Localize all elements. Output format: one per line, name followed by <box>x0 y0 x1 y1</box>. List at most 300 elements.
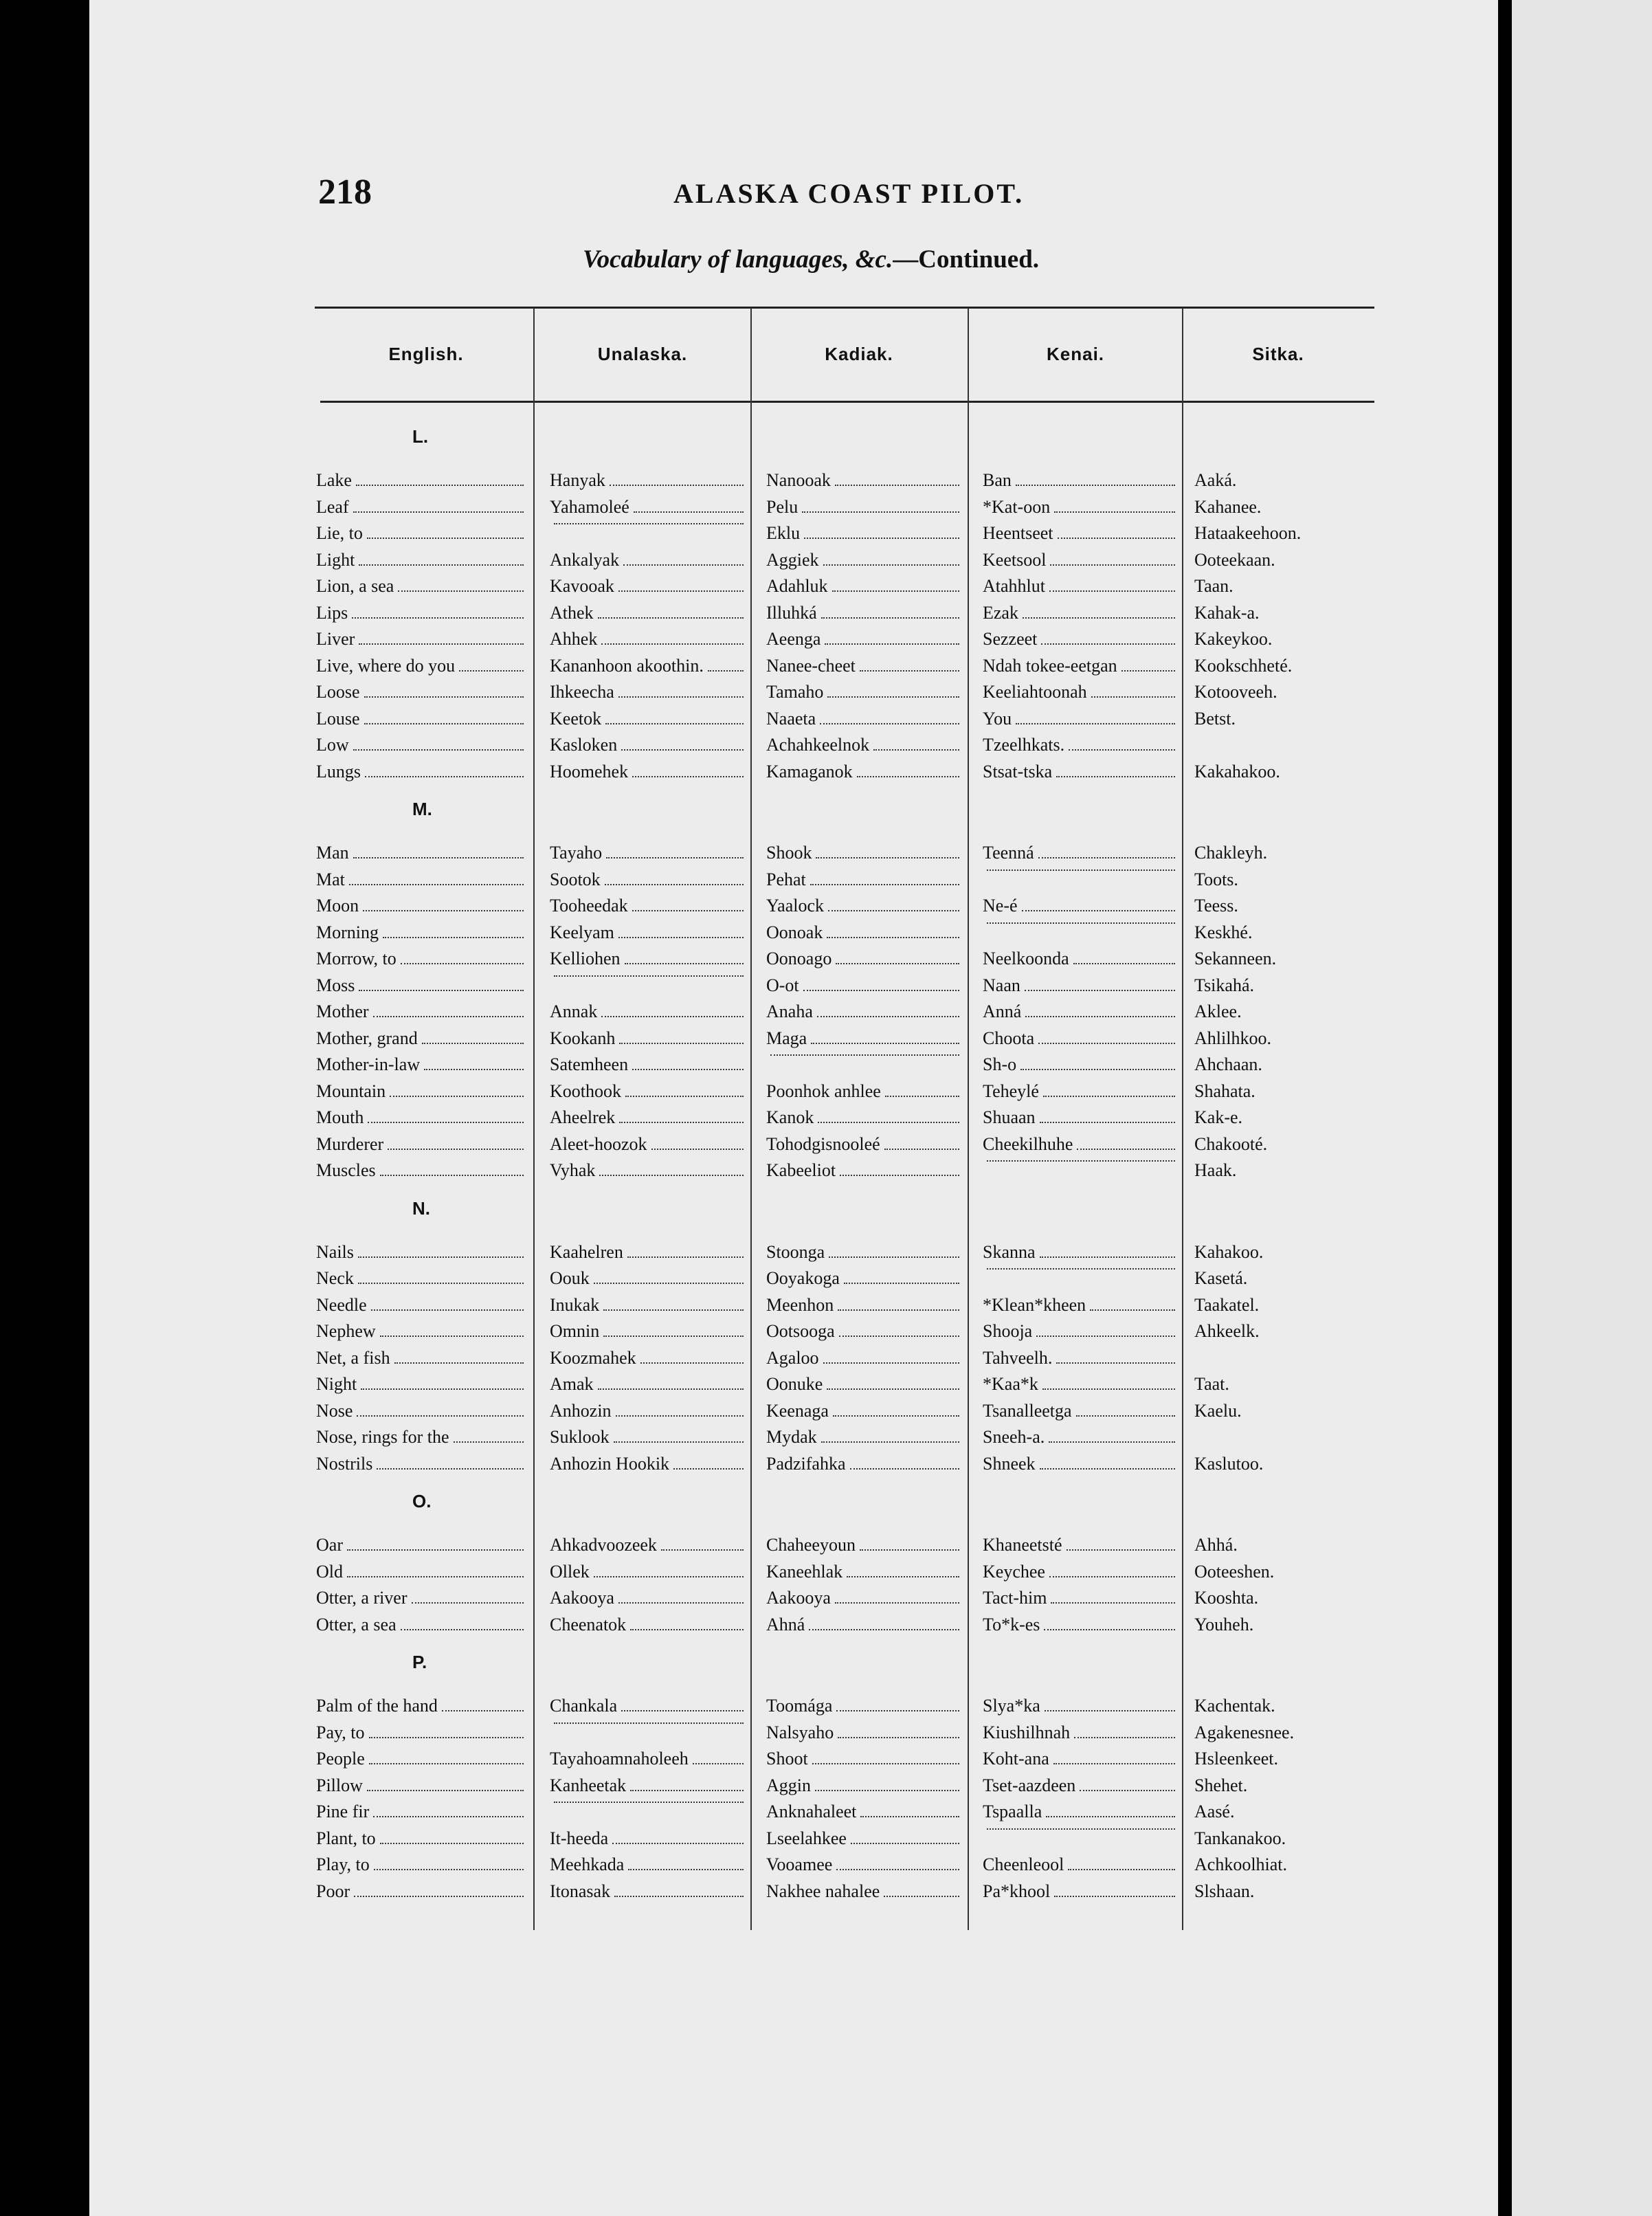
cell-text: Chakleyh. <box>1194 843 1268 863</box>
table-cell <box>766 1775 962 1796</box>
cell-text: Kaneehlak <box>766 1561 843 1582</box>
dot-leader <box>885 1096 959 1097</box>
dot-leader <box>1040 1256 1175 1258</box>
table-cell <box>316 1107 526 1128</box>
cell-text: Taakatel. <box>1194 1294 1260 1315</box>
table-cell <box>1194 1054 1373 1075</box>
cell-text: Anaha <box>766 1001 813 1021</box>
dot-leader <box>380 1336 524 1337</box>
table-cell <box>316 709 526 729</box>
dot-leader <box>554 975 744 977</box>
cell-text: Ne-é <box>983 896 1018 916</box>
cell-text: Nalsyaho <box>766 1722 834 1742</box>
table-cell <box>766 1722 962 1743</box>
dot-leader <box>601 1016 744 1017</box>
table-cell <box>983 975 1178 996</box>
table-cell <box>550 1054 746 1075</box>
cell-text: Ahná <box>766 1614 805 1635</box>
cell-text: Teess. <box>1194 896 1238 916</box>
cell-text: Sootok <box>550 869 601 889</box>
dot-leader <box>1044 1629 1175 1630</box>
table-row <box>0 1749 1652 1775</box>
table-cell <box>1194 1722 1373 1743</box>
table-cell <box>766 629 962 650</box>
table-row <box>0 1722 1652 1749</box>
cell-text: Maga <box>766 1028 807 1048</box>
dot-leader <box>347 1549 524 1551</box>
cell-text: Sezzeet <box>983 629 1038 649</box>
table-cell <box>550 1615 746 1635</box>
table-row <box>0 1160 1652 1186</box>
table-cell <box>766 1348 962 1369</box>
table-cell <box>766 709 962 729</box>
dot-leader <box>619 1043 744 1044</box>
table-row <box>0 1881 1652 1907</box>
cell-text: Ahhá. <box>1194 1535 1238 1555</box>
table-cell <box>983 843 1178 863</box>
table-cell <box>766 682 962 702</box>
cell-text: Lips <box>316 602 348 623</box>
cell-text: Kakahakoo. <box>1194 761 1280 782</box>
cell-text: Ahhek <box>550 629 598 649</box>
dot-leader <box>1073 963 1175 964</box>
cell-text: Yahamoleé <box>550 496 629 517</box>
cell-text: Shneek <box>983 1453 1036 1474</box>
table-cell <box>550 550 746 570</box>
dot-leader <box>835 1602 959 1604</box>
dot-leader <box>1051 1602 1175 1604</box>
dot-leader <box>832 590 959 592</box>
cell-text: Leaf <box>316 496 349 517</box>
dot-leader <box>1053 1763 1175 1764</box>
table-cell <box>983 1028 1178 1049</box>
table-cell <box>316 1802 526 1822</box>
dot-leader <box>860 1549 959 1551</box>
dot-leader <box>442 1710 524 1711</box>
table-row <box>0 843 1652 869</box>
table-cell <box>550 1160 746 1181</box>
table-row <box>0 1615 1652 1641</box>
cell-text: Shooja <box>983 1321 1033 1341</box>
dot-leader <box>987 1828 1175 1830</box>
cell-text: Ahkadvoozeek <box>550 1535 657 1555</box>
table-cell <box>1194 1295 1373 1316</box>
dot-leader <box>380 1843 524 1844</box>
table-cell <box>983 1588 1178 1608</box>
table-cell <box>983 470 1178 491</box>
dot-leader <box>424 1069 524 1070</box>
cell-text: Poor <box>316 1881 350 1901</box>
dot-leader <box>821 617 959 619</box>
dot-leader <box>367 538 524 539</box>
table-top-rule <box>315 307 1374 309</box>
table-cell <box>550 656 746 676</box>
dot-leader <box>628 1869 744 1870</box>
dot-leader <box>353 511 524 513</box>
dot-leader <box>619 1122 744 1123</box>
table-row <box>0 1028 1652 1054</box>
table-cell <box>766 1854 962 1875</box>
cell-text: Nostrils <box>316 1453 373 1474</box>
cell-text: Lie, to <box>316 523 363 543</box>
dot-leader <box>673 1468 744 1470</box>
cell-text: Toomága <box>766 1696 833 1716</box>
dot-leader <box>828 910 959 911</box>
cell-text: Nephew <box>316 1321 376 1341</box>
dot-leader <box>377 1468 524 1470</box>
cell-text: Naan <box>983 975 1020 995</box>
table-cell <box>983 1107 1178 1128</box>
cell-text: Slshaan. <box>1194 1881 1255 1901</box>
dot-leader <box>363 910 524 911</box>
table-cell <box>316 1401 526 1421</box>
table-cell <box>766 1001 962 1022</box>
table-cell <box>1194 1374 1373 1395</box>
cell-text: Tohodgisnooleé <box>766 1133 880 1154</box>
table-row <box>0 762 1652 788</box>
table-cell <box>316 1775 526 1796</box>
table-cell <box>983 629 1178 650</box>
table-cell <box>550 1427 746 1448</box>
cell-text: Toots. <box>1194 869 1238 889</box>
table-cell <box>316 975 526 996</box>
table-cell <box>550 1028 746 1049</box>
dot-leader <box>605 723 744 724</box>
table-row <box>0 975 1652 1001</box>
table-row <box>0 629 1652 655</box>
dot-leader <box>369 1737 524 1738</box>
cell-text: Ahlilhkoo. <box>1194 1028 1271 1048</box>
table-cell <box>550 1081 746 1102</box>
table-cell <box>316 1722 526 1743</box>
dot-leader <box>594 1576 744 1577</box>
dot-leader <box>1023 617 1175 619</box>
table-cell <box>983 1134 1178 1155</box>
table-row <box>0 470 1652 496</box>
dot-leader <box>623 564 744 566</box>
table-cell <box>1194 762 1373 782</box>
table-cell <box>1194 523 1373 544</box>
table-cell <box>766 1134 962 1155</box>
cell-text: You <box>983 708 1012 729</box>
cell-text: Aaká. <box>1194 470 1237 490</box>
table-cell <box>550 1562 746 1582</box>
cell-text: Annak <box>550 1001 598 1021</box>
dot-leader <box>850 1468 959 1470</box>
dot-leader <box>367 1790 524 1791</box>
dot-leader <box>365 776 524 777</box>
cell-text: Agakenesnee. <box>1194 1722 1295 1742</box>
dot-leader <box>816 857 959 858</box>
table-cell <box>550 1696 746 1716</box>
cell-text: Vooamee <box>766 1854 833 1874</box>
table-cell <box>1194 1535 1373 1555</box>
cell-text: Ooteeshen. <box>1194 1561 1275 1582</box>
dot-leader <box>1038 1043 1175 1044</box>
dot-leader <box>388 1149 524 1150</box>
dot-leader <box>359 643 524 645</box>
table-row <box>0 1295 1652 1321</box>
table-cell <box>316 1242 526 1263</box>
cell-text: Adahluk <box>766 576 828 596</box>
table-row <box>0 1588 1652 1614</box>
cell-text: Ooteekaan. <box>1194 549 1275 570</box>
dot-leader <box>598 1388 744 1390</box>
cell-text: Hanyak <box>550 470 605 490</box>
cell-text: Neck <box>316 1268 354 1288</box>
dot-leader <box>851 1843 959 1844</box>
cell-text: Betst. <box>1194 708 1236 729</box>
dot-leader <box>1025 1016 1175 1017</box>
table-cell <box>1194 1001 1373 1022</box>
table-row <box>0 1054 1652 1081</box>
table-cell <box>550 869 746 890</box>
table-cell <box>316 1321 526 1342</box>
table-cell <box>1194 922 1373 943</box>
cell-text: Aggiek <box>766 549 819 570</box>
dot-leader <box>1040 1122 1175 1123</box>
cell-text: Achahkeelnok <box>766 735 870 755</box>
cell-text: Old <box>316 1561 343 1582</box>
cell-text: Ezak <box>983 602 1018 623</box>
table-cell <box>550 1881 746 1902</box>
cell-text: Oonuke <box>766 1374 823 1394</box>
table-cell <box>766 949 962 969</box>
cell-text: Needle <box>316 1294 367 1315</box>
page-number: 218 <box>318 173 372 212</box>
cell-text: Tooheedak <box>550 896 628 916</box>
cell-text: Kachentak. <box>1194 1696 1275 1716</box>
dot-leader <box>884 1149 959 1150</box>
dot-leader <box>823 564 959 566</box>
dot-leader <box>693 1763 744 1764</box>
table-cell <box>316 735 526 755</box>
cell-text: Koothook <box>550 1081 621 1101</box>
cell-text: O-ot <box>766 975 799 995</box>
table-cell <box>550 1348 746 1369</box>
cell-text: Tankanakoo. <box>1194 1828 1286 1848</box>
dot-leader <box>634 511 744 513</box>
dot-leader <box>358 1256 524 1258</box>
table-cell <box>550 896 746 916</box>
table-cell <box>1194 1828 1373 1849</box>
dot-leader <box>1046 1816 1175 1817</box>
table-cell <box>983 1775 1178 1796</box>
column-header: Sitka. <box>1252 344 1304 364</box>
cell-text: Kookschheté. <box>1194 655 1293 676</box>
table-cell <box>766 1242 962 1263</box>
dot-leader <box>987 869 1175 871</box>
cell-text: Pehat <box>766 869 806 889</box>
dot-leader <box>354 1896 524 1897</box>
table-cell <box>983 682 1178 702</box>
table-cell <box>766 843 962 863</box>
cell-text: Shuaan <box>983 1107 1036 1127</box>
dot-leader <box>1091 696 1175 698</box>
cell-text: Loose <box>316 682 360 702</box>
table-cell <box>1194 1242 1373 1263</box>
section-letter: N. <box>412 1197 430 1219</box>
dot-leader <box>614 1896 744 1897</box>
table-row <box>0 1374 1652 1400</box>
cell-text: Oonoago <box>766 949 832 968</box>
dot-leader <box>627 1256 744 1258</box>
dot-leader <box>603 1336 744 1337</box>
table-cell <box>766 1828 962 1849</box>
table-row <box>0 603 1652 629</box>
cell-text: Keeliahtoonah <box>983 682 1087 702</box>
cell-text: Mother <box>316 1001 369 1021</box>
table-cell <box>1194 629 1373 650</box>
dot-leader <box>1049 1441 1175 1443</box>
running-title: ALASKA COAST PILOT. <box>673 178 1025 209</box>
cell-text: Tact-him <box>983 1588 1047 1608</box>
table-cell <box>766 470 962 491</box>
table-cell <box>1194 603 1373 623</box>
table-cell <box>766 1295 962 1316</box>
cell-text: Kanok <box>766 1107 814 1127</box>
dot-leader <box>1045 1710 1175 1711</box>
cell-text: Poonhok anhlee <box>766 1081 881 1101</box>
dot-leader <box>616 1415 744 1417</box>
table-cell <box>316 523 526 544</box>
table-row <box>0 1535 1652 1561</box>
cell-text: Kiushilhnah <box>983 1722 1071 1742</box>
dot-leader <box>356 485 524 486</box>
dot-leader <box>359 564 524 566</box>
dot-leader <box>836 963 959 964</box>
cell-text: Light <box>316 549 355 570</box>
cell-text: Shahata. <box>1194 1081 1255 1101</box>
cell-text: Aleet-hoozok <box>550 1133 647 1154</box>
dot-leader <box>618 937 744 938</box>
dot-leader <box>987 922 1175 924</box>
dot-leader <box>803 990 959 991</box>
table-cell <box>316 497 526 518</box>
dot-leader <box>818 1122 959 1123</box>
table-cell <box>316 922 526 943</box>
dot-leader <box>598 617 744 619</box>
dot-leader <box>860 670 959 672</box>
dot-leader <box>625 1096 744 1097</box>
table-row <box>0 576 1652 602</box>
dot-leader <box>827 937 959 938</box>
dot-leader <box>1040 1468 1175 1470</box>
cell-text: Mydak <box>766 1427 817 1447</box>
cell-text: Kahakoo. <box>1194 1241 1264 1262</box>
cell-text: Nakhee nahalee <box>766 1881 880 1901</box>
dot-leader <box>835 485 959 486</box>
table-cell <box>316 656 526 676</box>
table-row <box>0 682 1652 708</box>
table-cell <box>766 1454 962 1474</box>
table-cell <box>766 1054 962 1060</box>
dot-leader <box>554 1802 744 1803</box>
table-cell <box>766 1160 962 1181</box>
cell-text: Ahkeelk. <box>1194 1321 1260 1341</box>
dot-leader <box>1056 776 1175 777</box>
table-cell <box>1194 1562 1373 1582</box>
dot-leader <box>612 1843 744 1844</box>
cell-text: Heentseet <box>983 523 1053 543</box>
table-row <box>0 709 1652 735</box>
cell-text: Kananhoon akoothin. <box>550 655 704 676</box>
cell-text: Koozmahek <box>550 1347 636 1368</box>
table-cell <box>1194 1749 1373 1769</box>
dot-leader <box>836 1869 959 1870</box>
cell-text: Nose, rings for the <box>316 1427 449 1447</box>
table-row <box>0 1854 1652 1881</box>
dot-leader <box>390 1096 524 1097</box>
dot-leader <box>770 1054 959 1056</box>
cell-text: Vyhak <box>550 1160 596 1180</box>
dot-leader <box>821 1441 959 1443</box>
table-row <box>0 1401 1652 1427</box>
dot-leader <box>1042 1388 1175 1390</box>
cell-text: Lungs <box>316 761 361 782</box>
table-row <box>0 1802 1652 1828</box>
table-cell <box>550 1802 746 1807</box>
dot-leader <box>632 910 744 911</box>
cell-text: Aakooya <box>550 1588 614 1608</box>
table-cell <box>1194 869 1373 890</box>
table-cell <box>550 1321 746 1342</box>
cell-text: Shook <box>766 843 812 863</box>
dot-leader <box>829 1256 959 1258</box>
table-cell <box>766 523 962 544</box>
table-cell <box>766 975 962 996</box>
table-row <box>0 1242 1652 1268</box>
table-cell <box>983 922 1178 928</box>
cell-text: *Kaa*k <box>983 1374 1038 1394</box>
cell-text: Skanna <box>983 1241 1036 1262</box>
dot-leader <box>812 1763 959 1764</box>
table-cell <box>550 1268 746 1289</box>
table-cell <box>983 1427 1178 1448</box>
table-cell <box>983 1454 1178 1474</box>
cell-text: Stsat-tska <box>983 761 1053 782</box>
table-cell <box>550 1374 746 1395</box>
table-cell <box>983 869 1178 875</box>
dot-leader <box>353 857 524 858</box>
cell-text: Kanheetak <box>550 1775 627 1795</box>
dot-leader <box>1080 1790 1175 1791</box>
dot-leader <box>1121 670 1175 672</box>
dot-leader <box>1056 1362 1175 1364</box>
table-cell <box>766 762 962 782</box>
cell-text: Keenaga <box>766 1400 829 1421</box>
dot-leader <box>1068 1869 1175 1870</box>
cell-text: Tzeelhkats. <box>983 735 1065 755</box>
dot-leader <box>358 1283 524 1284</box>
table-cell <box>550 682 746 702</box>
cell-text: Sekanneen. <box>1194 949 1277 968</box>
cell-text: Meenhon <box>766 1294 834 1315</box>
table-cell <box>316 1054 526 1075</box>
table-cell <box>1194 1881 1373 1902</box>
dot-leader <box>398 590 524 592</box>
dot-leader <box>459 670 524 672</box>
table-cell <box>1194 843 1373 863</box>
cell-text: Koht-ana <box>983 1749 1049 1769</box>
cell-text: Teenná <box>983 843 1034 863</box>
table-cell <box>1194 975 1373 996</box>
table-cell <box>766 1749 962 1769</box>
dot-leader <box>844 1283 959 1284</box>
table-cell <box>316 1134 526 1155</box>
table-cell <box>316 1535 526 1555</box>
cell-text: Pine fir <box>316 1802 370 1821</box>
